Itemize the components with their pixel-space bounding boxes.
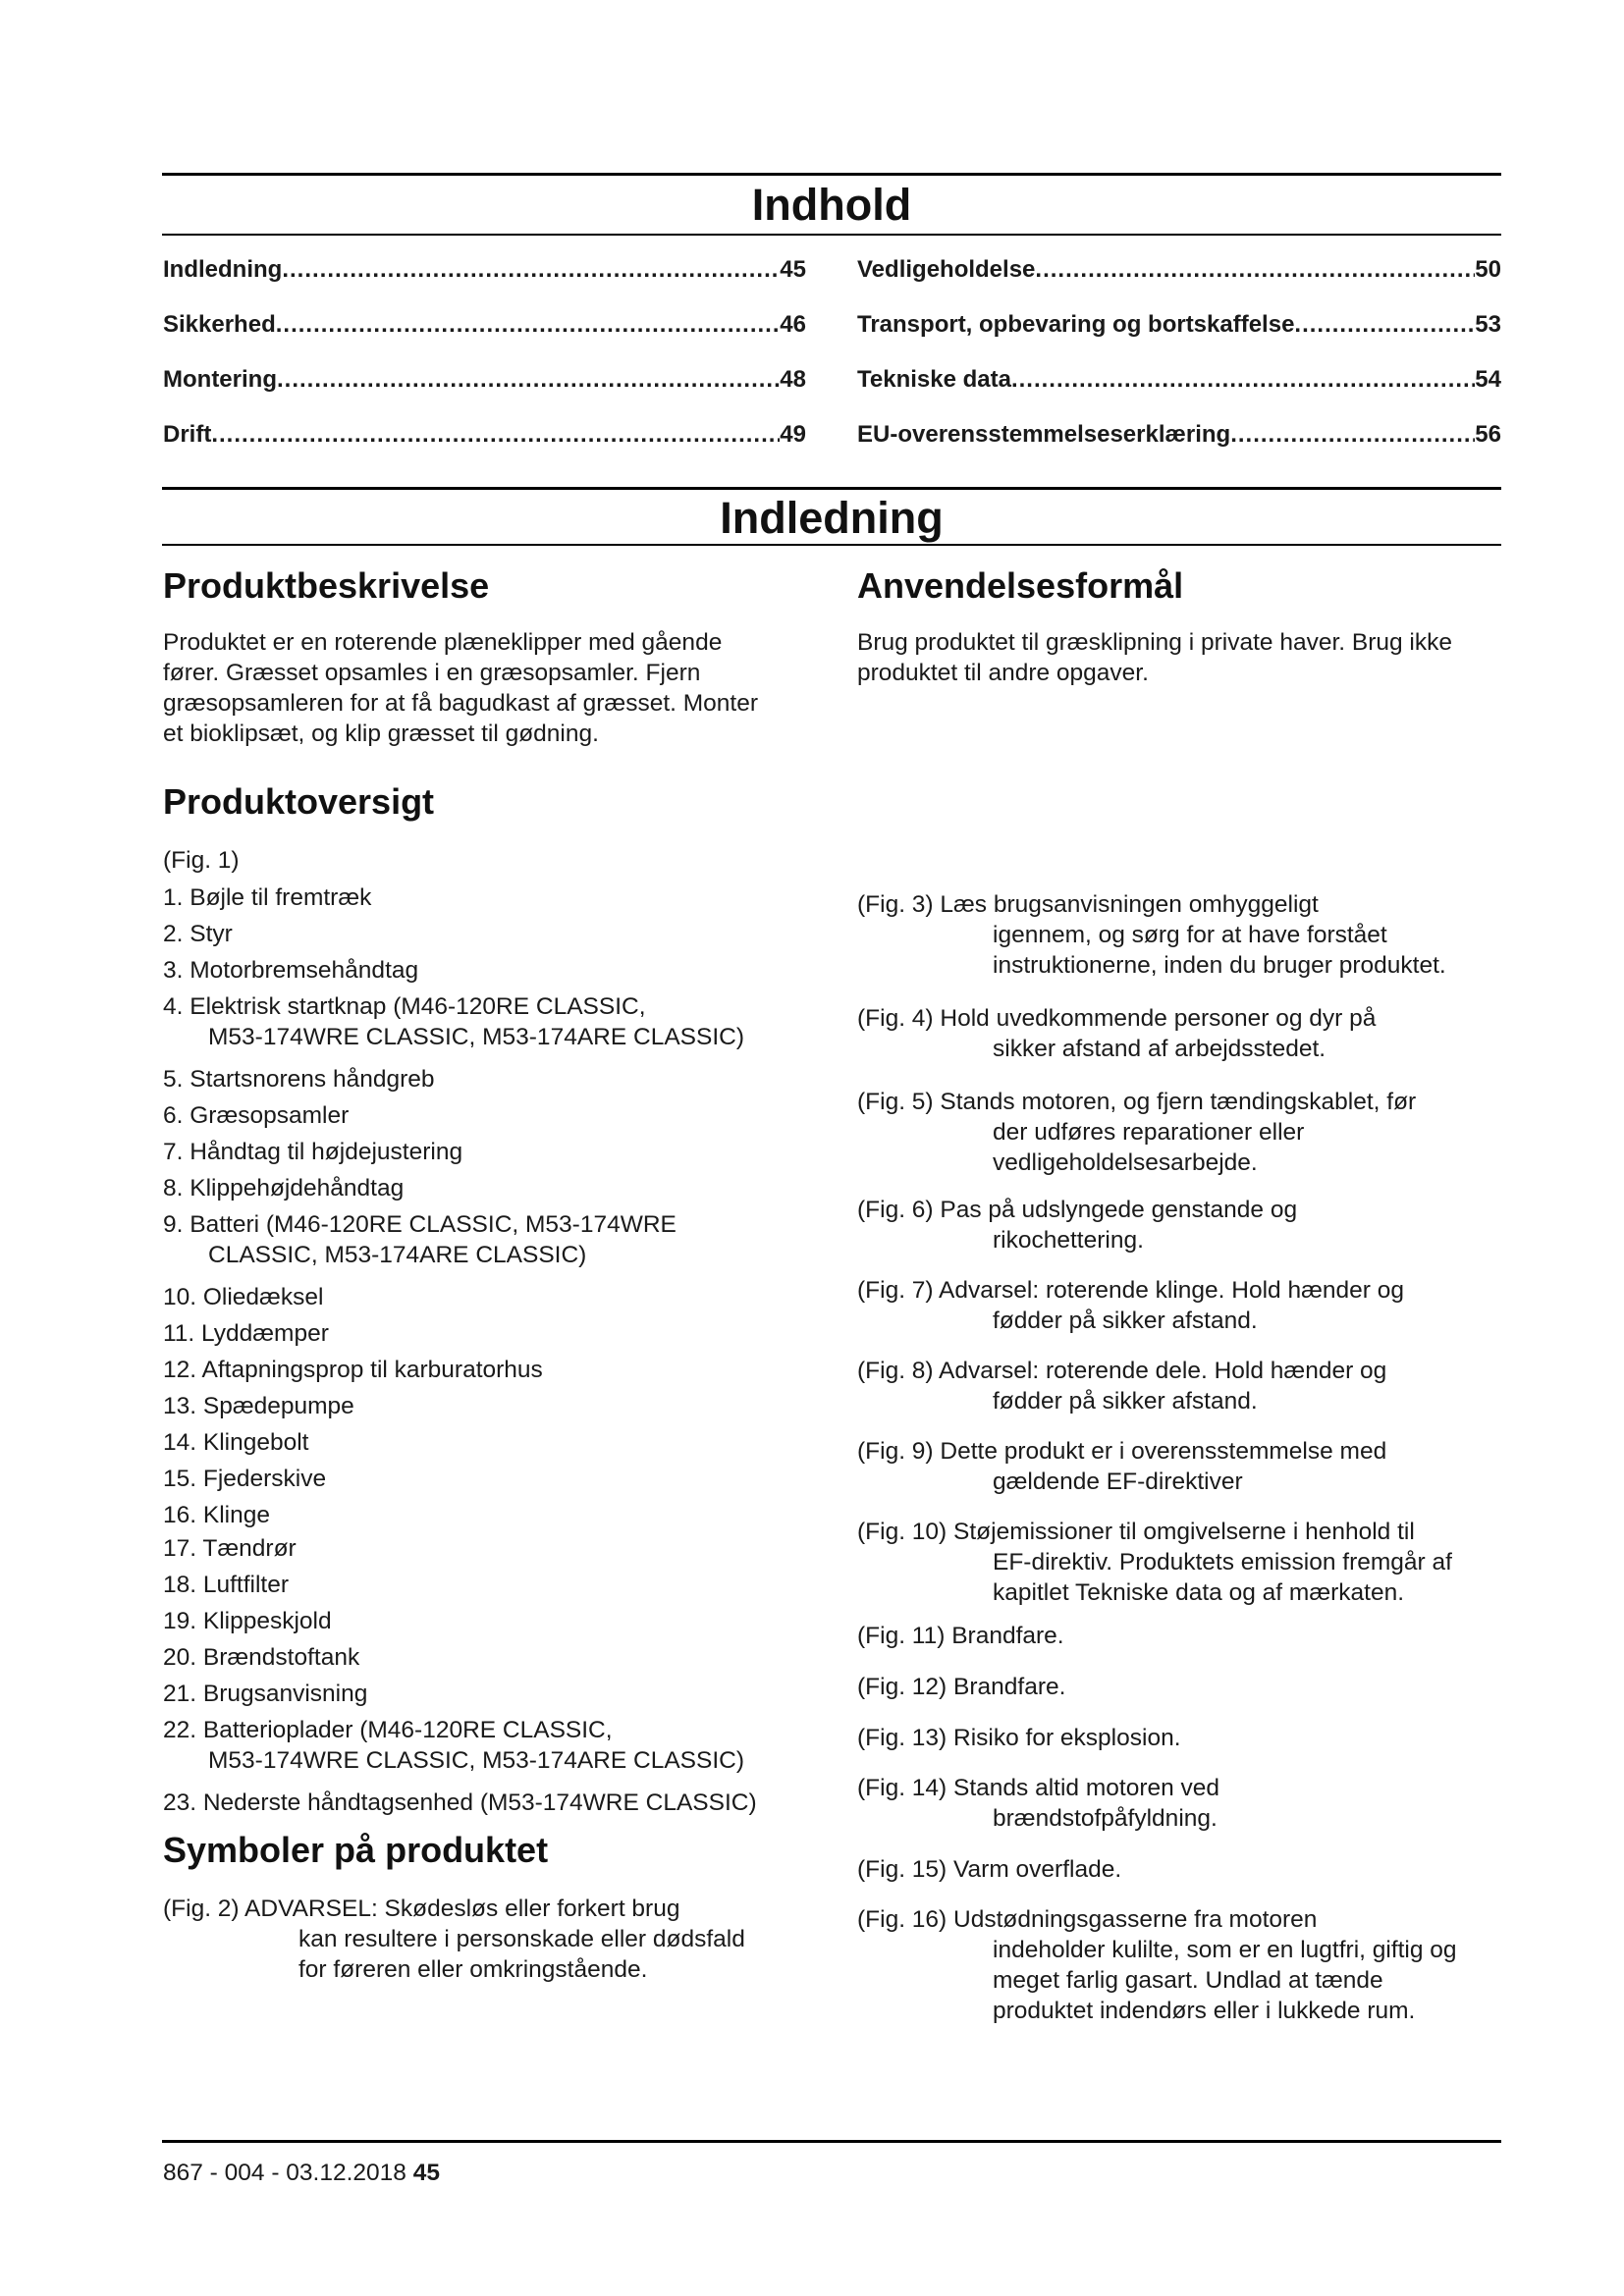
toc-entry-label: EU-overensstemmelseserklæring	[857, 421, 1231, 448]
intended-use-heading: Anvendelsesformål	[857, 565, 1184, 606]
list-item: 14. Klingebolt	[163, 1429, 309, 1456]
list-item: 16. Klinge	[163, 1502, 270, 1528]
page-footer	[163, 2159, 440, 2188]
top-rule	[162, 173, 1501, 176]
toc-entry-page: 56	[1475, 421, 1501, 448]
list-item: 23. Nederste håndtagsenhed (M53-174WRE CLASSIC)	[163, 1789, 757, 1816]
symbol-description: (Fig. 12) Brandfare.	[857, 1674, 1066, 1700]
symbol-description: (Fig. 15) Varm overflade.	[857, 1856, 1122, 1883]
section-title-underline	[162, 544, 1501, 546]
toc-entry[interactable]	[857, 256, 1501, 284]
list-item: 4. Elektrisk startknap (M46-120RE CLASSIC, M53-174WRE CLASSIC, M53-174ARE CLASSIC)	[163, 993, 744, 1050]
list-item: 21. Brugsanvisning	[163, 1681, 368, 1707]
toc-entry-page: 50	[1475, 256, 1501, 283]
symbol-description: (Fig. 14) Stands altid motoren ved brændstofpåfyldning.	[857, 1775, 1220, 1832]
list-item: 10. Oliedæksel	[163, 1284, 324, 1310]
toc-entry-label: Transport, opbevaring og bortskaffelse	[857, 311, 1295, 338]
list-item: 18. Luftfilter	[163, 1572, 290, 1598]
list-item: 6. Græsopsamler	[163, 1102, 350, 1129]
symbol-description: (Fig. 11) Brandfare.	[857, 1623, 1064, 1649]
list-item: 22. Batterioplader (M46-120RE CLASSIC, M53-174WRE CLASSIC, M53-174ARE CLASSIC)	[163, 1717, 744, 1774]
section-top-rule	[162, 487, 1501, 490]
list-item: 7. Håndtag til højdejustering	[163, 1139, 463, 1165]
list-item: 5. Startsnorens håndgreb	[163, 1066, 435, 1093]
list-item: 19. Klippeskjold	[163, 1608, 332, 1634]
toc-title: Indhold	[751, 180, 912, 230]
product-description-text	[163, 627, 831, 749]
text-line: Brug produktet til græsklipning i private haver. Brug ikke	[857, 629, 1452, 656]
toc-entry-label: Vedligeholdelse	[857, 256, 1036, 283]
toc-entry-label: Sikkerhed	[163, 311, 276, 338]
symbol-description: (Fig. 6) Pas på udslyngede genstande og rikochettering.	[857, 1197, 1298, 1254]
section-title: Indledning	[720, 493, 944, 543]
list-item: 11. Lyddæmper	[163, 1320, 329, 1347]
toc-entry[interactable]	[163, 421, 806, 449]
footer-page-number: 45	[412, 2160, 440, 2186]
toc-entry[interactable]	[163, 366, 806, 394]
toc-entry-label: Indledning	[163, 256, 283, 283]
symbol-description: (Fig. 3) Læs brugsanvisningen omhyggeligt igennem, og sørg for at have forstået instruktionerne, inden du bruger produktet.	[857, 891, 1446, 979]
toc-entry[interactable]	[857, 421, 1501, 449]
toc-entry-page: 48	[780, 366, 806, 393]
symbol-description: (Fig. 10) Støjemissioner til omgivelserne i henhold til EF-direktiv. Produktets emission fremgår af kapitlet Tekniske data og af mærkaten.	[857, 1519, 1452, 1606]
text-line: produktet til andre opgaver.	[857, 660, 1149, 686]
list-item: 9. Batteri (M46-120RE CLASSIC, M53-174WRE CLASSIC, M53-174ARE CLASSIC)	[163, 1211, 677, 1268]
list-item: 13. Spædepumpe	[163, 1393, 354, 1419]
toc-entry-page: 45	[780, 256, 806, 283]
text-line: et bioklipsæt, og klip græsset til gødning.	[163, 721, 599, 747]
product-overview-fig-ref: (Fig. 1)	[163, 847, 240, 874]
toc-entry-page: 46	[780, 311, 806, 338]
toc-entry-page: 54	[1475, 366, 1501, 393]
toc-entry-label: Drift	[163, 421, 212, 448]
list-item: 1. Bøjle til fremtræk	[163, 884, 372, 911]
symbols-heading: Symboler på produktet	[163, 1830, 549, 1870]
symbol-description: (Fig. 13) Risiko for eksplosion.	[857, 1725, 1181, 1751]
toc-entry[interactable]	[857, 311, 1501, 339]
symbol-description-fig-2: (Fig. 2) ADVARSEL: Skødesløs eller forkert brug kan resultere i personskade eller dødsfald for føreren eller omkringstående.	[163, 1896, 745, 1983]
list-item: 8. Klippehøjdehåndtag	[163, 1175, 405, 1201]
list-item: 2. Styr	[163, 921, 233, 947]
symbol-description: (Fig. 16) Udstødningsgasserne fra motoren indeholder kulilte, som er en lugtfri, giftig og meget farlig gasart. Undlad at tænde produktet indendørs eller i lukkede rum.	[857, 1906, 1457, 2024]
toc-title-underline	[162, 234, 1501, 236]
symbol-description: (Fig. 4) Hold uvedkommende personer og dyr på sikker afstand af arbejdsstedet.	[857, 1005, 1377, 1062]
text-line: Produktet er en roterende plæneklipper med gående	[163, 629, 723, 656]
toc-entry-label: Montering	[163, 366, 277, 393]
footer-rule	[162, 2140, 1501, 2143]
product-description-heading: Produktbeskrivelse	[163, 565, 490, 606]
list-item: 15. Fjederskive	[163, 1466, 327, 1492]
intended-use-text	[857, 627, 1501, 688]
toc-entry-page: 53	[1475, 311, 1501, 338]
toc-entry[interactable]	[857, 366, 1501, 394]
list-item: 17. Tændrør	[163, 1535, 297, 1562]
list-item: 3. Motorbremsehåndtag	[163, 957, 419, 984]
toc-entry[interactable]	[163, 256, 806, 284]
symbol-description: (Fig. 9) Dette produkt er i overensstemmelse med gældende EF-direktiver	[857, 1438, 1387, 1495]
footer-doc-ref: 867 - 004 - 03.12.2018	[163, 2160, 413, 2186]
symbol-description: (Fig. 8) Advarsel: roterende dele. Hold hænder og fødder på sikker afstand.	[857, 1358, 1387, 1415]
list-item: 20. Brændstoftank	[163, 1644, 360, 1671]
toc-entry-label: Tekniske data	[857, 366, 1011, 393]
symbol-description: (Fig. 5) Stands motoren, og fjern tændingskablet, før der udføres reparationer eller vedligeholdelsesarbejde.	[857, 1089, 1417, 1176]
text-line: græsopsamleren for at få bagudkast af græsset. Monter	[163, 690, 758, 717]
list-item: 12. Aftapningsprop til karburatorhus	[163, 1357, 543, 1383]
toc-entry[interactable]	[163, 311, 806, 339]
text-line: fører. Græsset opsamles i en græsopsamler. Fjern	[163, 660, 701, 686]
symbol-description: (Fig. 7) Advarsel: roterende klinge. Hold hænder og fødder på sikker afstand.	[857, 1277, 1404, 1334]
toc-entry-page: 49	[780, 421, 806, 448]
product-overview-heading: Produktoversigt	[163, 781, 435, 822]
